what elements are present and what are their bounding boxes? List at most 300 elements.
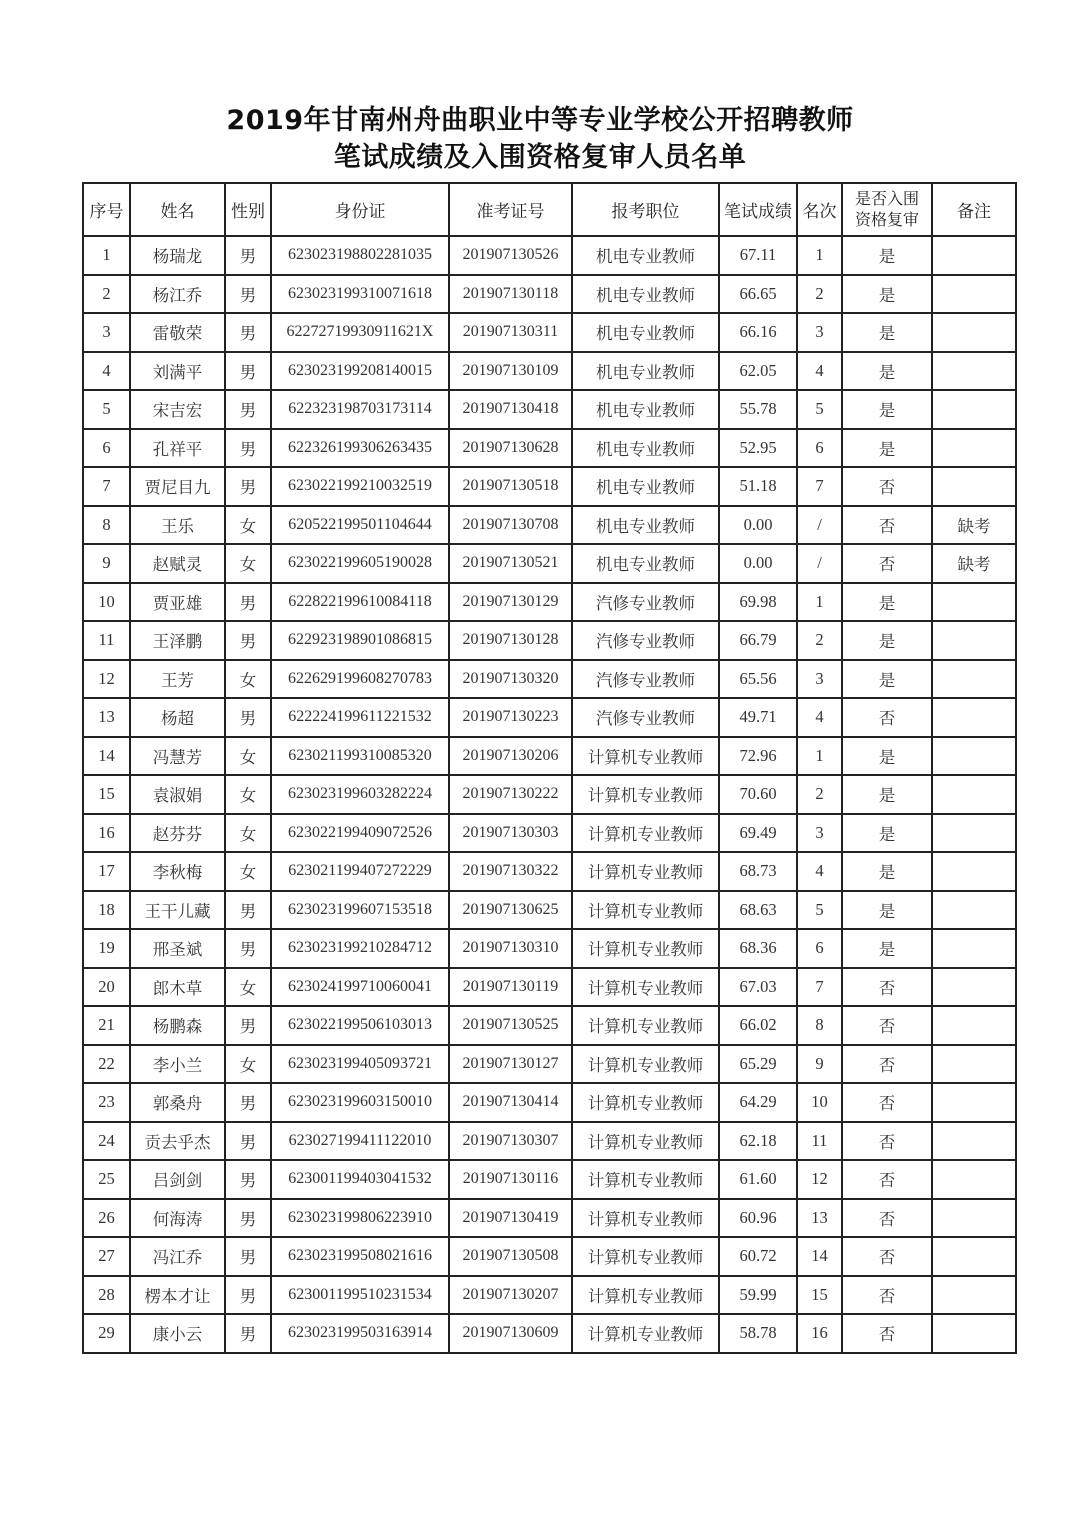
header-gender: 性别	[225, 183, 271, 236]
cell-rank: 11	[797, 1122, 842, 1161]
cell-position: 机电专业教师	[572, 544, 719, 583]
cell-position: 机电专业教师	[572, 236, 719, 275]
cell-position: 计算机专业教师	[572, 968, 719, 1007]
cell-score: 66.65	[719, 275, 797, 314]
cell-review: 是	[842, 775, 932, 814]
cell-review: 是	[842, 814, 932, 853]
cell-gender: 男	[225, 467, 271, 506]
cell-id-card-text: 623022199506103013	[288, 1016, 432, 1034]
cell-id-card	[271, 1160, 449, 1199]
cell-seq: 24	[83, 1122, 130, 1161]
cell-id-card	[271, 352, 449, 391]
cell-name: 王芳	[130, 660, 225, 699]
cell-id-card-text: 62272719930911621X	[286, 323, 434, 341]
cell-remarks	[932, 236, 1016, 275]
cell-id-card-text: 622923198901086815	[288, 631, 432, 649]
cell-seq: 16	[83, 814, 130, 853]
cell-seq: 26	[83, 1199, 130, 1238]
cell-gender: 男	[225, 429, 271, 468]
cell-id-card-text: 623024199710060041	[288, 977, 432, 995]
cell-position: 计算机专业教师	[572, 1006, 719, 1045]
header-score: 笔试成绩	[719, 183, 797, 236]
cell-name: 孔祥平	[130, 429, 225, 468]
cell-exam-number-text: 201907130206	[462, 746, 559, 764]
cell-id-card	[271, 429, 449, 468]
cell-exam-number-text: 201907130116	[462, 1170, 559, 1188]
table-row	[83, 1045, 1016, 1084]
cell-remarks	[932, 467, 1016, 506]
cell-name: 宋吉宏	[130, 390, 225, 429]
cell-id-card	[271, 660, 449, 699]
cell-exam-number	[449, 1276, 572, 1315]
cell-score: 51.18	[719, 467, 797, 506]
cell-exam-number	[449, 968, 572, 1007]
cell-name: 李小兰	[130, 1045, 225, 1084]
cell-review: 否	[842, 544, 932, 583]
cell-rank: 6	[797, 929, 842, 968]
table-row	[83, 583, 1016, 622]
cell-exam-number-text: 201907130525	[462, 1016, 559, 1034]
cell-id-card-text: 623023198802281035	[288, 246, 432, 264]
cell-review: 否	[842, 698, 932, 737]
cell-score: 69.98	[719, 583, 797, 622]
header-name: 姓名	[130, 183, 225, 236]
cell-name: 王干儿藏	[130, 891, 225, 930]
cell-exam-number	[449, 1237, 572, 1276]
cell-review: 是	[842, 621, 932, 660]
cell-review: 否	[842, 1237, 932, 1276]
cell-remarks	[932, 1122, 1016, 1161]
cell-seq: 21	[83, 1006, 130, 1045]
cell-id-card	[271, 583, 449, 622]
cell-name: 冯慧芳	[130, 737, 225, 776]
cell-position: 机电专业教师	[572, 275, 719, 314]
header-row	[83, 183, 1016, 236]
cell-gender: 男	[225, 1006, 271, 1045]
cell-position: 汽修专业教师	[572, 698, 719, 737]
cell-rank: 7	[797, 467, 842, 506]
cell-seq: 28	[83, 1276, 130, 1315]
table-row	[83, 1199, 1016, 1238]
cell-gender: 女	[225, 968, 271, 1007]
cell-seq: 11	[83, 621, 130, 660]
cell-rank: 4	[797, 352, 842, 391]
cell-exam-number	[449, 506, 572, 545]
cell-score: 60.72	[719, 1237, 797, 1276]
cell-score: 67.11	[719, 236, 797, 275]
cell-exam-number	[449, 1006, 572, 1045]
cell-exam-number-text: 201907130708	[462, 515, 559, 533]
cell-gender: 男	[225, 1160, 271, 1199]
cell-name: 杨瑞龙	[130, 236, 225, 275]
cell-review: 是	[842, 929, 932, 968]
cell-id-card-text: 623023199806223910	[288, 1208, 432, 1226]
cell-gender: 男	[225, 313, 271, 352]
cell-name: 袁淑娟	[130, 775, 225, 814]
cell-id-card-text: 623023199310071618	[288, 284, 432, 302]
cell-remarks	[932, 891, 1016, 930]
cell-exam-number-text: 201907130222	[462, 785, 559, 803]
cell-id-card-text: 623023199603150010	[288, 1093, 432, 1111]
cell-review: 否	[842, 1083, 932, 1122]
cell-review: 否	[842, 1122, 932, 1161]
cell-id-card	[271, 1083, 449, 1122]
cell-position: 计算机专业教师	[572, 1199, 719, 1238]
cell-score: 66.79	[719, 621, 797, 660]
table-row	[83, 814, 1016, 853]
cell-remarks	[932, 660, 1016, 699]
cell-position: 计算机专业教师	[572, 1237, 719, 1276]
cell-seq: 13	[83, 698, 130, 737]
cell-position: 机电专业教师	[572, 390, 719, 429]
cell-seq: 27	[83, 1237, 130, 1276]
cell-id-card-text: 623022199210032519	[288, 477, 432, 495]
cell-remarks	[932, 737, 1016, 776]
cell-review: 是	[842, 429, 932, 468]
cell-remarks	[932, 814, 1016, 853]
cell-exam-number	[449, 352, 572, 391]
cell-exam-number-text: 201907130303	[462, 823, 559, 841]
cell-name: 吕剑剑	[130, 1160, 225, 1199]
cell-id-card	[271, 814, 449, 853]
cell-remarks	[932, 583, 1016, 622]
cell-score: 52.95	[719, 429, 797, 468]
cell-exam-number-text: 201907130418	[462, 400, 559, 418]
cell-rank: 14	[797, 1237, 842, 1276]
table-row	[83, 1160, 1016, 1199]
cell-exam-number	[449, 1083, 572, 1122]
cell-review: 是	[842, 390, 932, 429]
cell-position: 计算机专业教师	[572, 1045, 719, 1084]
cell-seq: 19	[83, 929, 130, 968]
cell-exam-number-text: 201907130609	[462, 1324, 559, 1342]
cell-id-card-text: 623023199508021616	[288, 1247, 432, 1265]
cell-name: 赵赋灵	[130, 544, 225, 583]
cell-exam-number	[449, 544, 572, 583]
cell-exam-number	[449, 1122, 572, 1161]
cell-id-card-text: 622822199610084118	[288, 592, 432, 610]
cell-review: 否	[842, 1314, 932, 1353]
cell-score: 68.73	[719, 852, 797, 891]
cell-score: 58.78	[719, 1314, 797, 1353]
cell-score: 66.02	[719, 1006, 797, 1045]
cell-exam-number-text: 201907130322	[462, 862, 559, 880]
cell-seq: 22	[83, 1045, 130, 1084]
cell-position: 计算机专业教师	[572, 929, 719, 968]
cell-review: 否	[842, 467, 932, 506]
cell-gender: 男	[225, 1276, 271, 1315]
cell-id-card	[271, 275, 449, 314]
cell-rank: 9	[797, 1045, 842, 1084]
header-exam-number: 准考证号	[449, 183, 572, 236]
cell-gender: 男	[225, 275, 271, 314]
cell-name: 杨江乔	[130, 275, 225, 314]
cell-exam-number	[449, 275, 572, 314]
header-review-line2: 资格复审	[854, 211, 919, 229]
cell-seq: 5	[83, 390, 130, 429]
table-row	[83, 313, 1016, 352]
document-title: 2019年甘南州舟曲职业中等专业学校公开招聘教师	[226, 105, 854, 136]
cell-id-card	[271, 1237, 449, 1276]
cell-gender: 男	[225, 236, 271, 275]
cell-seq: 1	[83, 236, 130, 275]
cell-exam-number-text: 201907130307	[462, 1131, 559, 1149]
cell-gender: 男	[225, 621, 271, 660]
table-row	[83, 621, 1016, 660]
cell-exam-number	[449, 1314, 572, 1353]
cell-score: 62.05	[719, 352, 797, 391]
cell-gender: 女	[225, 737, 271, 776]
cell-remarks	[932, 275, 1016, 314]
cell-position: 计算机专业教师	[572, 1122, 719, 1161]
cell-score: 61.60	[719, 1160, 797, 1199]
cell-seq: 12	[83, 660, 130, 699]
cell-rank: 10	[797, 1083, 842, 1122]
cell-name: 杨超	[130, 698, 225, 737]
cell-score: 67.03	[719, 968, 797, 1007]
cell-review: 否	[842, 1160, 932, 1199]
table-row	[83, 544, 1016, 583]
document-subtitle: 笔试成绩及入围资格复审人员名单	[333, 142, 747, 173]
cell-id-card-text: 623023199210284712	[288, 939, 432, 957]
cell-exam-number	[449, 1160, 572, 1199]
cell-rank: 2	[797, 621, 842, 660]
cell-gender: 女	[225, 1045, 271, 1084]
cell-position: 汽修专业教师	[572, 660, 719, 699]
cell-gender: 女	[225, 775, 271, 814]
cell-score: 60.96	[719, 1199, 797, 1238]
table-row	[83, 1083, 1016, 1122]
cell-seq: 23	[83, 1083, 130, 1122]
header-seq: 序号	[83, 183, 130, 236]
cell-id-card	[271, 544, 449, 583]
cell-rank: 1	[797, 737, 842, 776]
cell-remarks	[932, 698, 1016, 737]
cell-rank: 15	[797, 1276, 842, 1315]
cell-id-card	[271, 390, 449, 429]
cell-position: 计算机专业教师	[572, 1314, 719, 1353]
cell-exam-number	[449, 698, 572, 737]
cell-id-card-text: 620522199501104644	[288, 515, 432, 533]
cell-id-card	[271, 775, 449, 814]
cell-exam-number-text: 201907130118	[462, 284, 559, 302]
cell-id-card-text: 622323198703173114	[288, 400, 432, 418]
cell-exam-number	[449, 891, 572, 930]
cell-remarks	[932, 1276, 1016, 1315]
cell-exam-number	[449, 660, 572, 699]
cell-id-card	[271, 852, 449, 891]
cell-rank: 16	[797, 1314, 842, 1353]
cell-id-card-text: 623021199407272229	[288, 862, 432, 880]
cell-rank: 7	[797, 968, 842, 1007]
cell-remarks	[932, 968, 1016, 1007]
cell-id-card-text: 623027199411122010	[288, 1131, 432, 1149]
cell-remarks	[932, 1006, 1016, 1045]
cell-id-card-text: 623001199510231534	[288, 1285, 432, 1303]
cell-name: 郭桑舟	[130, 1083, 225, 1122]
cell-name: 李秋梅	[130, 852, 225, 891]
cell-name: 贾尼目九	[130, 467, 225, 506]
cell-id-card	[271, 467, 449, 506]
cell-id-card	[271, 506, 449, 545]
cell-exam-number-text: 201907130223	[462, 708, 559, 726]
header-review	[842, 183, 932, 236]
header-position: 报考职位	[572, 183, 719, 236]
cell-id-card-text: 623001199403041532	[288, 1170, 432, 1188]
cell-rank: 3	[797, 660, 842, 699]
cell-rank: 4	[797, 698, 842, 737]
cell-id-card-text: 623023199603282224	[288, 785, 432, 803]
cell-remarks	[932, 1083, 1016, 1122]
header-review-line1: 是否入围	[854, 190, 919, 208]
cell-rank: /	[797, 506, 842, 545]
cell-score: 65.29	[719, 1045, 797, 1084]
cell-seq: 4	[83, 352, 130, 391]
cell-review: 否	[842, 1045, 932, 1084]
cell-score: 70.60	[719, 775, 797, 814]
table-row	[83, 737, 1016, 776]
cell-review: 否	[842, 968, 932, 1007]
cell-gender: 男	[225, 1314, 271, 1353]
cell-exam-number	[449, 236, 572, 275]
cell-remarks	[932, 621, 1016, 660]
cell-name: 王泽鹏	[130, 621, 225, 660]
cell-score: 66.16	[719, 313, 797, 352]
cell-score: 68.36	[719, 929, 797, 968]
cell-review: 否	[842, 1276, 932, 1315]
cell-id-card-text: 623021199310085320	[288, 746, 432, 764]
cell-exam-number	[449, 390, 572, 429]
cell-exam-number-text: 201907130419	[462, 1208, 559, 1226]
cell-exam-number	[449, 852, 572, 891]
cell-name: 郎木草	[130, 968, 225, 1007]
cell-rank: 5	[797, 390, 842, 429]
table-row	[83, 1122, 1016, 1161]
table-row	[83, 929, 1016, 968]
table-row	[83, 390, 1016, 429]
table-row	[83, 1237, 1016, 1276]
table-row	[83, 698, 1016, 737]
cell-review: 否	[842, 506, 932, 545]
cell-gender: 男	[225, 1122, 271, 1161]
cell-remarks	[932, 1237, 1016, 1276]
cell-rank: /	[797, 544, 842, 583]
table-row	[83, 1006, 1016, 1045]
cell-id-card-text: 623023199607153518	[288, 900, 432, 918]
cell-exam-number	[449, 467, 572, 506]
cell-score: 72.96	[719, 737, 797, 776]
cell-position: 计算机专业教师	[572, 775, 719, 814]
cell-seq: 25	[83, 1160, 130, 1199]
cell-review: 否	[842, 1006, 932, 1045]
cell-exam-number-text: 201907130207	[462, 1285, 559, 1303]
cell-gender: 男	[225, 1199, 271, 1238]
cell-score: 0.00	[719, 506, 797, 545]
cell-remarks	[932, 390, 1016, 429]
cell-position: 计算机专业教师	[572, 737, 719, 776]
table-row	[83, 429, 1016, 468]
cell-exam-number	[449, 429, 572, 468]
cell-exam-number	[449, 313, 572, 352]
table-row	[83, 660, 1016, 699]
cell-name: 贡去乎杰	[130, 1122, 225, 1161]
cell-gender: 女	[225, 852, 271, 891]
cell-score: 55.78	[719, 390, 797, 429]
cell-review: 是	[842, 275, 932, 314]
cell-id-card-text: 623023199208140015	[288, 361, 432, 379]
cell-position: 机电专业教师	[572, 506, 719, 545]
cell-name: 康小云	[130, 1314, 225, 1353]
cell-name: 冯江乔	[130, 1237, 225, 1276]
cell-remarks	[932, 1160, 1016, 1199]
cell-exam-number	[449, 737, 572, 776]
cell-rank: 6	[797, 429, 842, 468]
table-row	[83, 275, 1016, 314]
cell-id-card	[271, 313, 449, 352]
cell-seq: 2	[83, 275, 130, 314]
cell-remarks: 缺考	[932, 506, 1016, 545]
cell-id-card	[271, 1006, 449, 1045]
table-row	[83, 1314, 1016, 1353]
cell-id-card	[271, 1276, 449, 1315]
cell-review: 是	[842, 852, 932, 891]
cell-exam-number	[449, 775, 572, 814]
cell-remarks	[932, 1314, 1016, 1353]
cell-exam-number-text: 201907130526	[462, 246, 559, 264]
cell-id-card-text: 623022199409072526	[288, 823, 432, 841]
cell-exam-number-text: 201907130414	[462, 1093, 559, 1111]
cell-gender: 男	[225, 1083, 271, 1122]
cell-name: 雷敬荣	[130, 313, 225, 352]
table-body	[83, 236, 1016, 1353]
cell-exam-number	[449, 814, 572, 853]
cell-gender: 男	[225, 698, 271, 737]
cell-gender: 男	[225, 390, 271, 429]
cell-rank: 2	[797, 275, 842, 314]
cell-exam-number-text: 201907130119	[462, 977, 559, 995]
cell-score: 68.63	[719, 891, 797, 930]
cell-seq: 14	[83, 737, 130, 776]
cell-id-card	[271, 1314, 449, 1353]
cell-remarks	[932, 775, 1016, 814]
cell-gender: 女	[225, 506, 271, 545]
cell-id-card-text: 623022199605190028	[288, 554, 432, 572]
header-id-card: 身份证	[271, 183, 449, 236]
cell-id-card-text: 622224199611221532	[288, 708, 432, 726]
table-row	[83, 852, 1016, 891]
cell-seq: 29	[83, 1314, 130, 1353]
cell-id-card	[271, 1199, 449, 1238]
cell-id-card-text: 623023199503163914	[288, 1324, 432, 1342]
cell-seq: 18	[83, 891, 130, 930]
cell-review: 是	[842, 660, 932, 699]
table-row	[83, 968, 1016, 1007]
cell-gender: 女	[225, 814, 271, 853]
cell-position: 计算机专业教师	[572, 891, 719, 930]
cell-gender: 男	[225, 352, 271, 391]
cell-exam-number	[449, 621, 572, 660]
cell-id-card	[271, 236, 449, 275]
table-row	[83, 506, 1016, 545]
table-row	[83, 891, 1016, 930]
cell-id-card-text: 622326199306263435	[288, 438, 432, 456]
cell-review: 是	[842, 352, 932, 391]
cell-id-card-text: 623023199405093721	[288, 1054, 432, 1072]
cell-remarks	[932, 313, 1016, 352]
cell-id-card	[271, 929, 449, 968]
cell-name: 王乐	[130, 506, 225, 545]
cell-review: 是	[842, 236, 932, 275]
